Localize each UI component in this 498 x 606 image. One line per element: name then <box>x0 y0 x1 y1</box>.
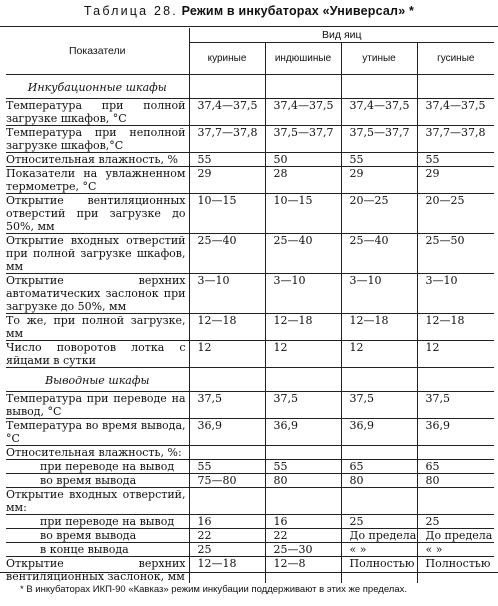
row-value: 3—10 <box>265 274 341 314</box>
row-value: 55 <box>341 153 417 167</box>
table-row <box>6 392 494 419</box>
row-value: 50 <box>265 153 341 167</box>
empty-cell <box>189 75 265 99</box>
table-row <box>6 474 494 488</box>
table-row <box>6 99 494 126</box>
table-row <box>6 446 494 460</box>
table-title <box>0 4 498 18</box>
row-value <box>189 488 265 515</box>
incubation-table <box>6 28 494 583</box>
row-value <box>341 488 417 515</box>
table-row <box>6 126 494 153</box>
empty-cell <box>265 75 341 99</box>
row-value: 16 <box>189 515 265 529</box>
row-value <box>265 446 341 460</box>
row-label: Число поворотов лотка с яйцами в сутки <box>6 341 189 368</box>
table-row <box>6 234 494 274</box>
empty-cell <box>341 75 417 99</box>
row-value: 10—15 <box>189 194 265 234</box>
row-value: 80 <box>341 474 417 488</box>
row-value: 55 <box>417 153 494 167</box>
empty-cell <box>417 368 494 392</box>
row-value: 12—18 <box>417 314 494 341</box>
bottom-rule <box>0 572 498 573</box>
table-row <box>6 274 494 314</box>
row-label: Открытие верхних автоматических заслонок при загрузке до 50%, мм <box>6 274 189 314</box>
row-value <box>189 446 265 460</box>
row-value <box>417 488 494 515</box>
row-value <box>417 446 494 460</box>
table-row <box>6 341 494 368</box>
table-row <box>6 543 494 557</box>
row-label: Открытие вентиляционных отверстий при загрузке до 50%, мм <box>6 194 189 234</box>
section-row <box>6 368 494 392</box>
row-value: 75—80 <box>189 474 265 488</box>
row-value: 65 <box>417 460 494 474</box>
header-species-duck: утиные <box>341 43 417 75</box>
table-row <box>6 153 494 167</box>
row-value: Полностью <box>417 557 494 584</box>
empty-cell <box>189 368 265 392</box>
table-row <box>6 515 494 529</box>
row-value: 3—10 <box>189 274 265 314</box>
row-value: 37,7—37,8 <box>189 126 265 153</box>
row-label: в конце вывода <box>6 543 189 557</box>
table-row <box>6 460 494 474</box>
table-caption: Режим в инкубаторах «Универсал» * <box>181 4 415 18</box>
table-row <box>6 529 494 543</box>
row-value: 37,5—37,7 <box>341 126 417 153</box>
table-row <box>6 419 494 446</box>
row-label: Открытие входных отверстий при полной загрузке шкафов, мм <box>6 234 189 274</box>
row-label: То же, при полной загрузке, мм <box>6 314 189 341</box>
row-value: 12—8 <box>265 557 341 584</box>
table-row <box>6 557 494 584</box>
row-value: До предела <box>341 529 417 543</box>
row-value: 25—30 <box>265 543 341 557</box>
row-value: 37,7—37,8 <box>417 126 494 153</box>
top-rule <box>0 26 498 27</box>
row-value: 55 <box>189 460 265 474</box>
row-value: 10—15 <box>265 194 341 234</box>
row-label: Температура при полной загрузке шкафов, °С <box>6 99 189 126</box>
row-value: 22 <box>265 529 341 543</box>
row-value: 37,5 <box>189 392 265 419</box>
row-label: Открытие входных отверстий, мм: <box>6 488 189 515</box>
row-value: 55 <box>265 460 341 474</box>
row-label: во время вывода <box>6 474 189 488</box>
row-label: при переводе на вывод <box>6 515 189 529</box>
header-species-turkey: индюшиные <box>265 43 341 75</box>
row-label: Относительная влажность, %: <box>6 446 189 460</box>
table-number: Таблица 28. <box>83 4 178 18</box>
section-title: Выводные шкафы <box>6 368 189 392</box>
row-value <box>341 446 417 460</box>
table-row <box>6 167 494 194</box>
row-value: « » <box>341 543 417 557</box>
row-value: 29 <box>341 167 417 194</box>
row-value: 3—10 <box>341 274 417 314</box>
row-value: 12—18 <box>341 314 417 341</box>
row-value: 36,9 <box>417 419 494 446</box>
row-value: « » <box>417 543 494 557</box>
row-value: 12 <box>417 341 494 368</box>
row-value: 20—25 <box>417 194 494 234</box>
row-value: 12 <box>341 341 417 368</box>
row-label: при переводе на вывод <box>6 460 189 474</box>
row-value: 12 <box>189 341 265 368</box>
row-value: 37,5—37,7 <box>265 126 341 153</box>
row-label: Температура при неполной загрузке шкафов,°С <box>6 126 189 153</box>
row-label: Открытие верхних вентиляционных заслонок, мм <box>6 557 189 584</box>
row-value: До предела <box>417 529 494 543</box>
row-value: 25 <box>417 515 494 529</box>
row-value: 36,9 <box>341 419 417 446</box>
row-label: во время вывода <box>6 529 189 543</box>
row-value: 25—50 <box>417 234 494 274</box>
row-value: 37,5 <box>341 392 417 419</box>
row-value: 29 <box>189 167 265 194</box>
row-label: Относительная влажность, % <box>6 153 189 167</box>
section-title: Инкубационные шкафы <box>6 75 189 99</box>
header-species-chicken: куриные <box>189 43 265 75</box>
row-value: 20—25 <box>341 194 417 234</box>
row-label: Показатели на увлажненном термометре, °С <box>6 167 189 194</box>
row-value: 80 <box>265 474 341 488</box>
empty-cell <box>341 368 417 392</box>
header-indicators: Показатели <box>6 28 189 75</box>
row-value: 37,4—37,5 <box>341 99 417 126</box>
table-row <box>6 314 494 341</box>
row-value: 37,5 <box>417 392 494 419</box>
row-value: 12—18 <box>265 314 341 341</box>
row-value: 25—40 <box>265 234 341 274</box>
header-species-goose: гусиные <box>437 53 475 65</box>
row-value: 3—10 <box>417 274 494 314</box>
row-value: 29 <box>417 167 494 194</box>
empty-cell <box>265 368 341 392</box>
row-value: 25—40 <box>189 234 265 274</box>
row-value: 25—40 <box>341 234 417 274</box>
row-label: Температура во время вывода, °С <box>6 419 189 446</box>
row-value: 37,4—37,5 <box>189 99 265 126</box>
row-value: 12—18 <box>189 314 265 341</box>
row-value: 37,4—37,5 <box>265 99 341 126</box>
row-value: 80 <box>417 474 494 488</box>
empty-cell <box>417 75 494 99</box>
row-value: 55 <box>189 153 265 167</box>
header-egg-type: Вид яиц <box>189 28 494 43</box>
row-value: 12 <box>265 341 341 368</box>
row-value: 36,9 <box>189 419 265 446</box>
table-body <box>6 75 494 584</box>
row-value: 25 <box>341 515 417 529</box>
row-value: 65 <box>341 460 417 474</box>
section-row <box>6 75 494 99</box>
row-value: 37,5 <box>265 392 341 419</box>
row-value: 16 <box>265 515 341 529</box>
table-row <box>6 488 494 515</box>
row-value <box>265 488 341 515</box>
row-value: Полностью <box>341 557 417 584</box>
row-value: 36,9 <box>265 419 341 446</box>
row-value: 12—18 <box>189 557 265 584</box>
row-value: 22 <box>189 529 265 543</box>
row-value: 28 <box>265 167 341 194</box>
table-row <box>6 194 494 234</box>
row-label: Температура при переводе на вывод, °С <box>6 392 189 419</box>
row-value: 37,4—37,5 <box>417 99 494 126</box>
row-value: 25 <box>189 543 265 557</box>
footnote: * В инкубаторах ИКП-90 «Кавказ» режим инкубации поддерживают в этих же пределах. <box>20 584 408 595</box>
